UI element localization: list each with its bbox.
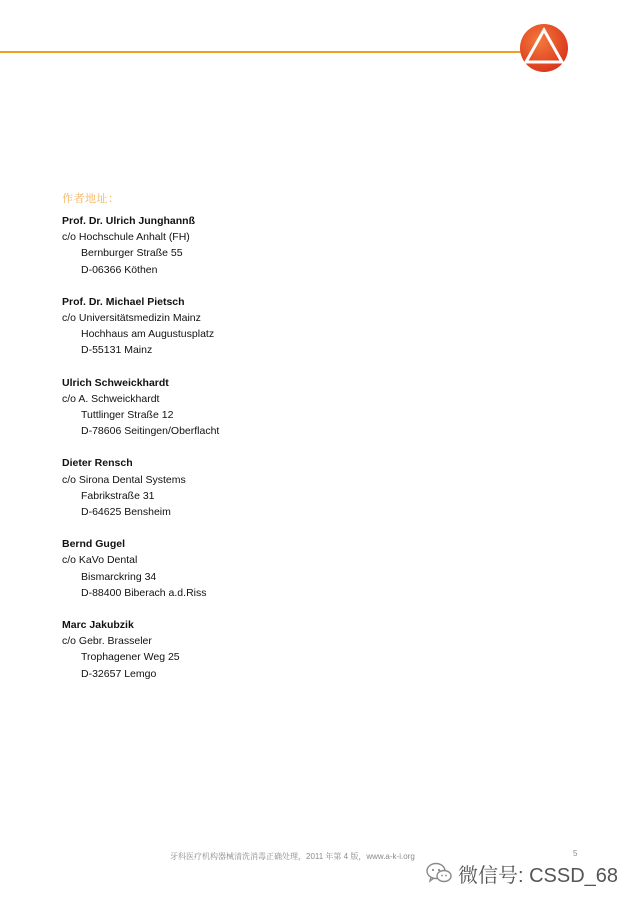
author-entry — [62, 294, 482, 359]
author-street: Bismarckring 34 — [81, 570, 157, 583]
header-rule — [0, 51, 540, 53]
section-heading: 作者地址： — [62, 193, 120, 205]
author-name: Marc Jakubzik — [62, 619, 134, 632]
author-city: D-32657 Lemgo — [81, 667, 157, 680]
author-street: Trophagener Weg 25 — [81, 651, 180, 664]
author-street: Bernburger Straße 55 — [81, 247, 183, 260]
author-affiliation: c/o A. Schweickhardt — [62, 392, 160, 405]
author-name: Bernd Gugel — [62, 538, 126, 551]
author-entry — [62, 213, 482, 278]
author-entry — [62, 617, 482, 682]
author-city: D-78606 Seitingen/Oberflacht — [81, 425, 220, 438]
author-list — [62, 213, 482, 698]
watermark-text: 微信号: CSSD_68 — [458, 864, 619, 887]
page-number: 5 — [573, 849, 578, 858]
footer-citation: 牙科医疗机构器械清洗消毒正确处理，2011 年第 4 版，www.a-k-i.org — [170, 852, 415, 861]
author-affiliation: c/o Hochschule Anhalt (FH) — [62, 231, 190, 244]
author-entry — [62, 455, 482, 520]
author-street: Hochhaus am Augustusplatz — [81, 328, 215, 341]
author-affiliation: c/o KaVo Dental — [62, 554, 138, 567]
author-street: Tuttlinger Straße 12 — [81, 409, 174, 422]
author-affiliation: c/o Sirona Dental Systems — [62, 473, 186, 486]
author-name: Prof. Dr. Michael Pietsch — [62, 295, 185, 308]
author-city: D-64625 Bensheim — [81, 506, 171, 519]
author-city: D-88400 Biberach a.d.Riss — [81, 586, 207, 599]
logo-icon — [518, 22, 570, 74]
author-city: D-06366 Köthen — [81, 263, 158, 276]
author-name: Ulrich Schweickhardt — [62, 376, 169, 389]
author-name: Prof. Dr. Ulrich Junghannß — [62, 215, 196, 227]
author-entry — [62, 536, 482, 601]
author-affiliation: c/o Gebr. Brasseler — [62, 635, 152, 648]
author-city: D-55131 Mainz — [81, 344, 153, 357]
wechat-icon — [426, 862, 452, 884]
author-street: Fabrikstraße 31 — [81, 489, 155, 502]
author-entry — [62, 375, 482, 440]
author-affiliation: c/o Universitätsmedizin Mainz — [62, 312, 201, 325]
wechat-watermark — [426, 858, 618, 888]
author-name: Dieter Rensch — [62, 457, 133, 470]
